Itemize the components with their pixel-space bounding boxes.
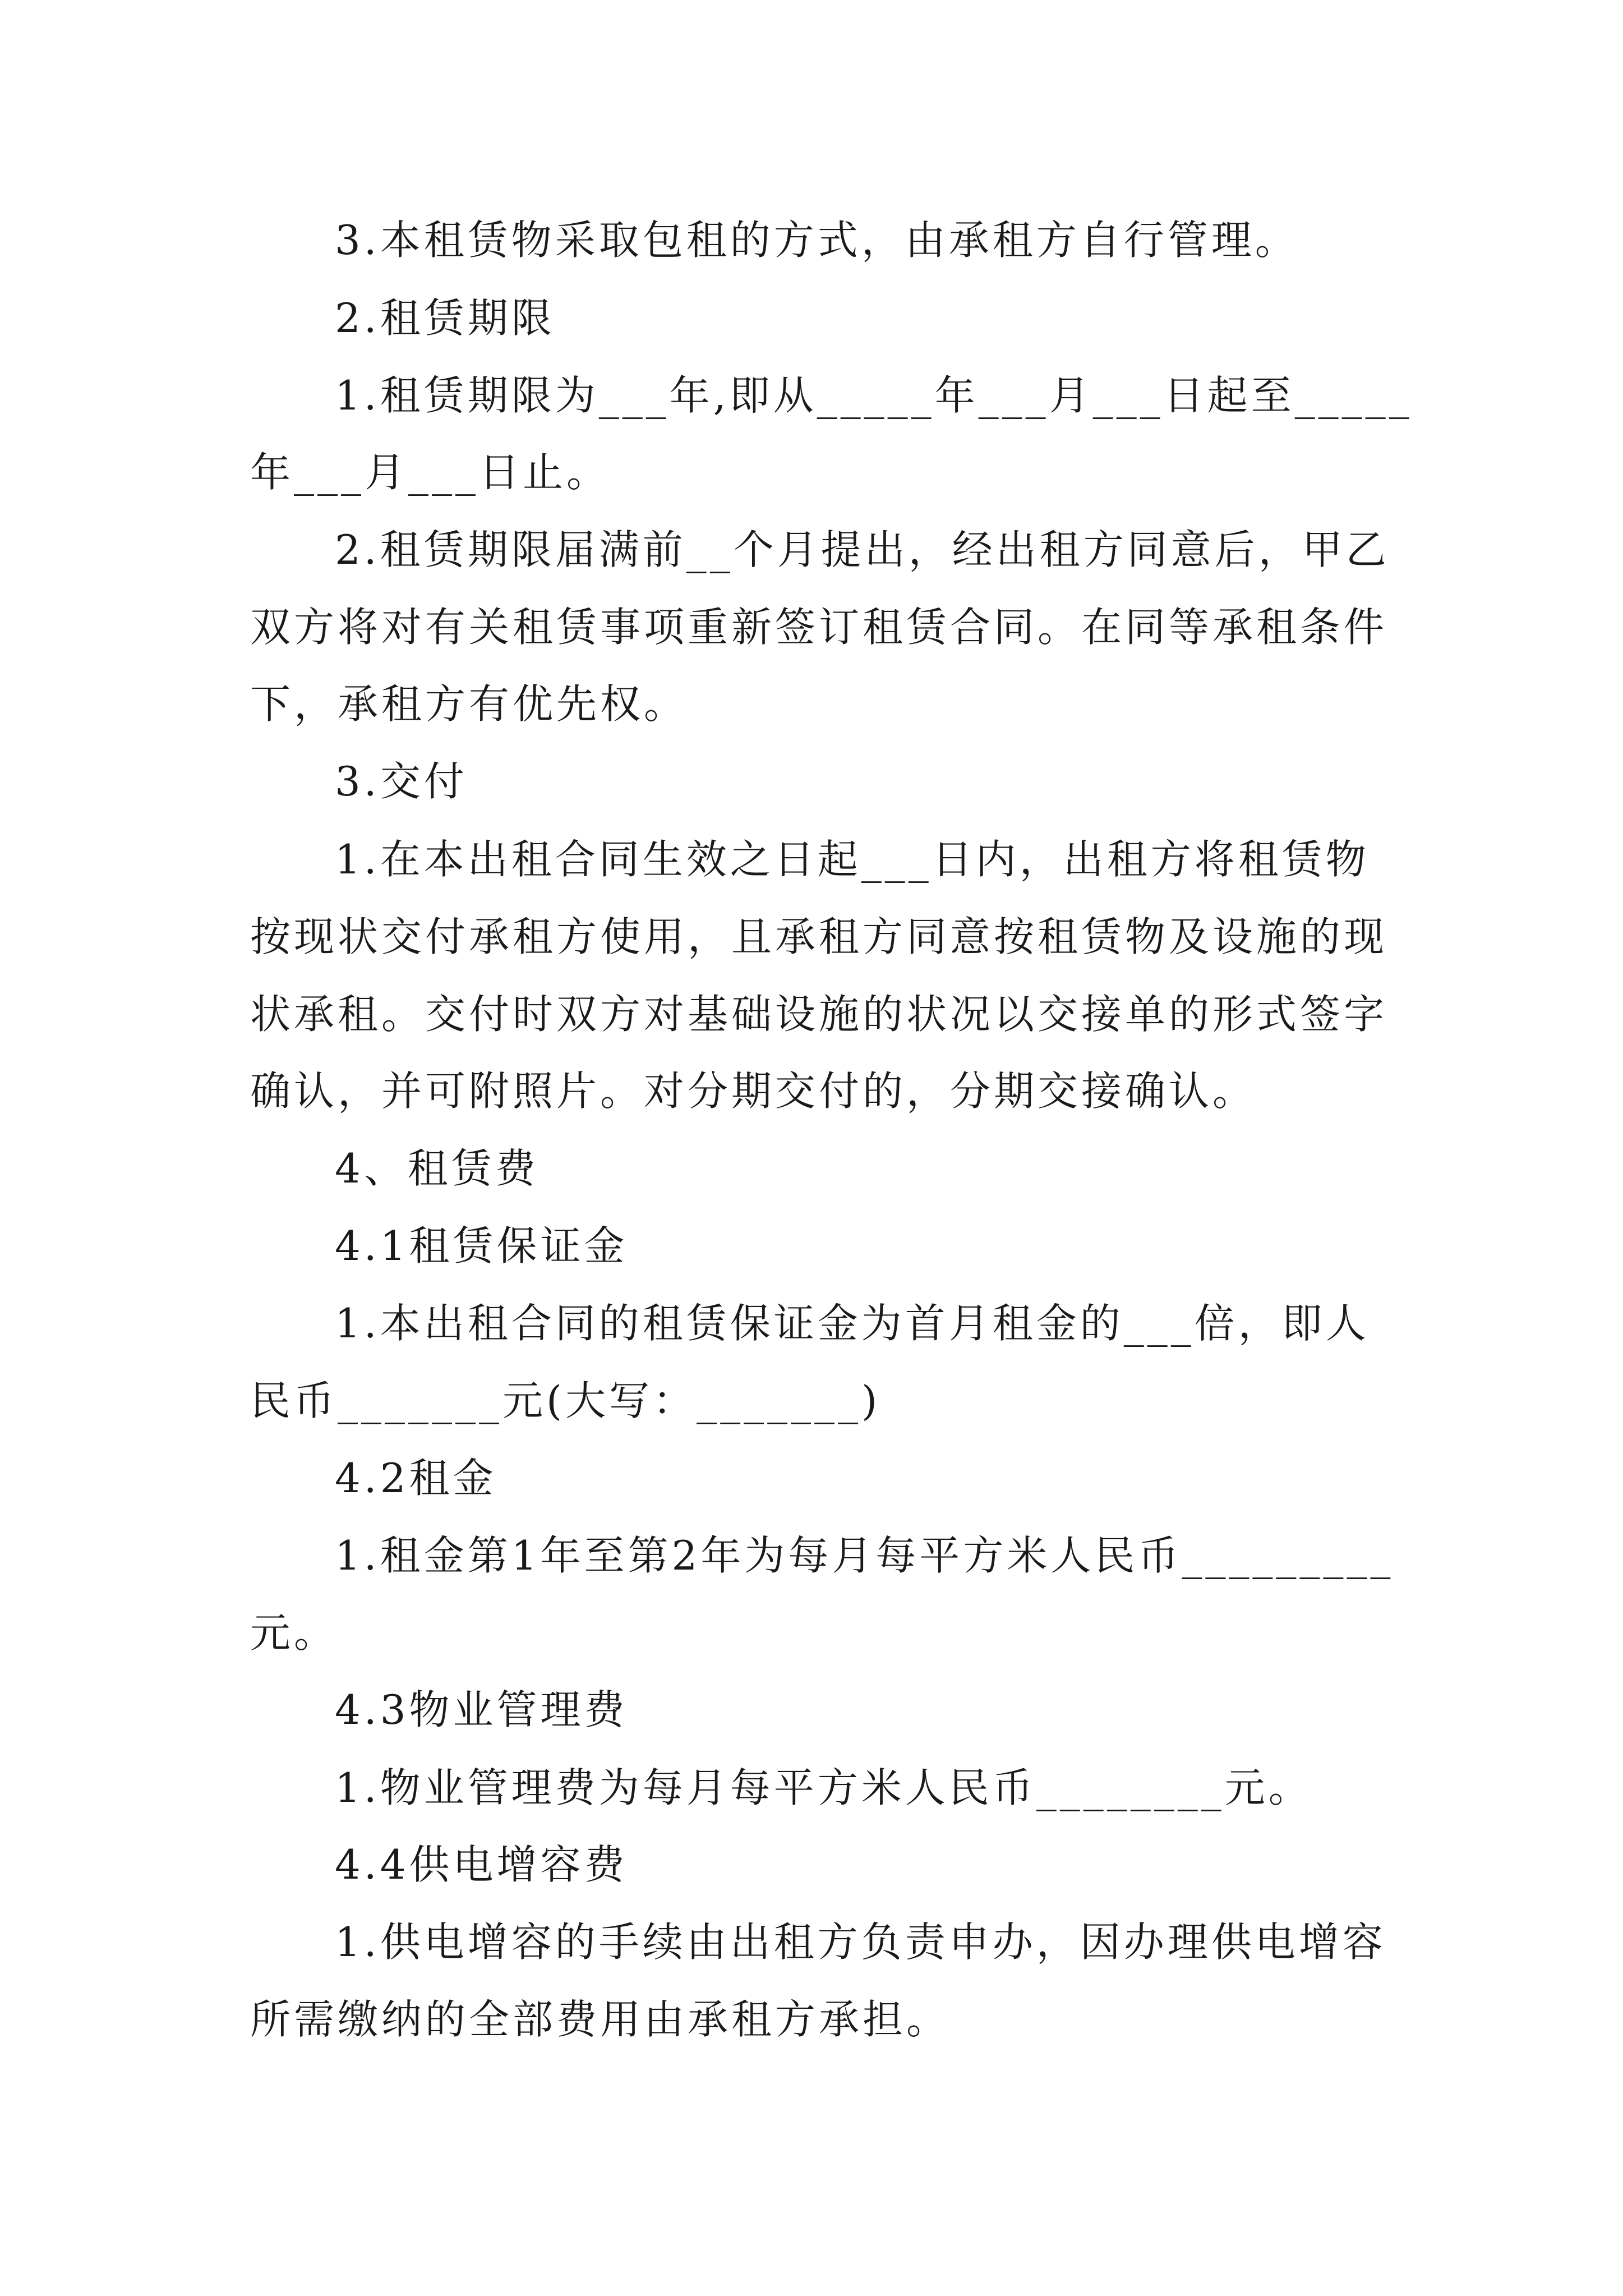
paragraph-line: 1.租金第1年至第2年为每月每平方米人民币_________ <box>335 1532 1394 1579</box>
subsection-heading: 4.1租赁保证金 <box>335 1222 628 1269</box>
paragraph-line: 3.本租赁物采取包租的方式，由承租方自行管理。 <box>335 217 1299 264</box>
paragraph-line: 双方将对有关租赁事项重新签订租赁合同。在同等承租条件 <box>250 604 1388 651</box>
paragraph-line: 按现状交付承租方使用，且承租方同意按租赁物及设施的现 <box>250 913 1388 960</box>
paragraph-line: 1.供电增容的手续由出租方负责申办，因办理供电增容 <box>335 1918 1386 1966</box>
subsection-heading: 4.4供电增容费 <box>335 1841 628 1888</box>
paragraph-line: 下，承租方有优先权。 <box>250 680 688 728</box>
paragraph-line: 1.租赁期限为___年,即从_____年___月___日起至_____ <box>335 372 1413 419</box>
paragraph-line: 1.在本出租合同生效之日起___日内，出租方将租赁物 <box>335 836 1370 883</box>
subsection-heading: 4.3物业管理费 <box>335 1686 628 1733</box>
paragraph-line: 1.本出租合同的租赁保证金为首月租金的___倍，即人 <box>335 1300 1370 1347</box>
paragraph-line: 确认，并可附照片。对分期交付的，分期交接确认。 <box>250 1068 1257 1115</box>
section-heading: 2.租赁期限 <box>335 295 555 342</box>
section-heading: 4、租赁费 <box>335 1145 539 1192</box>
paragraph-line: 2.租赁期限届满前__个月提出，经出租方同意后，甲乙 <box>335 526 1390 573</box>
paragraph-line: 民币_______元(大写：_______) <box>250 1377 881 1424</box>
paragraph-line: 元。 <box>250 1609 338 1657</box>
paragraph-line: 1.物业管理费为每月每平方米人民币________元。 <box>335 1764 1312 1811</box>
subsection-heading: 4.2租金 <box>335 1455 497 1502</box>
paragraph-line: 所需缴纳的全部费用由承租方承担。 <box>250 1996 951 2043</box>
paragraph-line: 年___月___日止。 <box>250 449 611 496</box>
paragraph-line: 状承租。交付时双方对基础设施的状况以交接单的形式签字 <box>250 991 1388 1038</box>
section-heading: 3.交付 <box>335 758 468 805</box>
